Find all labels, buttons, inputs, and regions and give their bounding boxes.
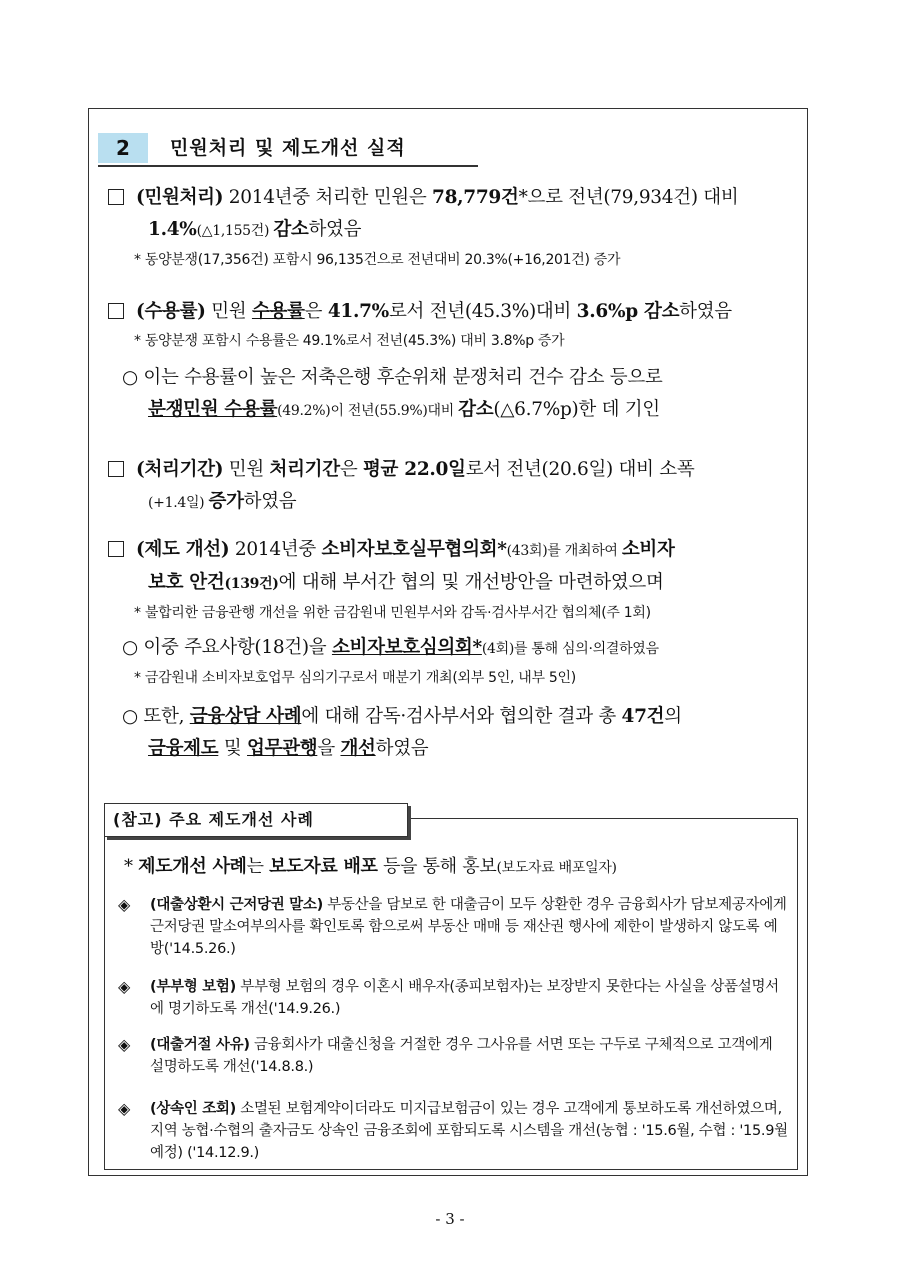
checkbox-square-icon [108,303,124,319]
reference-case: ◈ (대출거절 사유) 금융회사가 대출신청을 거절한 경우 그사유를 서면 또는 구두로 구체적으로 고객에게 설명하도록 개선('14.8.8.) [118,1035,773,1075]
section-title: 민원처리 및 제도개선 실적 [170,137,406,159]
paragraph-system-improvement: (제도 개선) 2014년중 소비자보호실무협의회*(43회)를 개최하여 소비자 보호 안건(139건)에 대해 부서간 협의 및 개선방안을 마련하였으며 * 불합리한 금융관행 개선을 위한 금감원내 민원부서와 감독·검사부서간 협의체(주 1회) ○ 이중 주요사항(18건)을 소비자보호심의회*(4회)를 통해 심의·의결하였음 * 금감원내 소비자보호업무 심의기구로서 매분기 개최(외부 5인, 내부 5인) ○ 또한, 금융상담 사례에 대해 감독·검사부서와 협의한 결과 총 47건의 금융제도 및 업무관행을 개선하였음 [108,534,798,765]
footnote: * 금감원내 소비자보호업무 심의기구로서 매분기 개최(외부 5인, 내부 5인) [134,670,576,686]
reference-tab-title: (참고) 주요 제도개선 사례 [104,803,408,837]
diamond-bullet-icon: ◈ [118,895,131,914]
section-underline [98,165,478,167]
paragraph-processing-time: (처리기간) 민원 처리기간은 평균 22.0일로서 전년(20.6일) 대비 소폭 (+1.4일) 증가하였음 [108,454,798,519]
checkbox-square-icon [108,461,124,477]
diamond-bullet-icon: ◈ [118,1099,131,1118]
reference-case: ◈ (상속인 조회) 소멸된 보험계약이더라도 미지급보험금이 있는 경우 고객에게 통보하도록 개선하였으며, 지역 농협·수협의 출자금도 상속인 금융조회에 포함되도록 시스템을 개선(농협 : '15.6월, 수협 : '15.9월 예정) ('14.12.9.) [118,1099,788,1161]
page-number: - 3 - [435,1210,465,1228]
footnote: * 불합리한 금융관행 개선을 위한 금감원내 민원부서와 감독·검사부서간 협의체(주 1회) [134,605,651,621]
checkbox-square-icon [108,189,124,205]
diamond-bullet-icon: ◈ [118,977,131,996]
paragraph-complaints: (민원처리) 2014년중 처리한 민원은 78,779건*으로 전년(79,934건) 대비 1.4%(△1,155건) 감소하였음 * 동양분쟁(17,356건) 포함시 96,135건으로 전년대비 20.3%(+16,201건) 증가 [108,182,798,271]
diamond-bullet-icon: ◈ [118,1035,131,1054]
reference-case: ◈ (대출상환시 근저당권 말소) 부동산을 담보로 한 대출금이 모두 상환한 경우 금융회사가 담보제공자에게 근저당권 말소여부의사를 확인토록 함으로써 부동산 매매 등 재산권 행사에 제한이 발생하지 않도록 예방('14.5.26.) [118,895,787,957]
section-number: 2 [98,133,148,163]
reference-intro: * 제도개선 사례는 보도자료 배포 등을 통해 홍보(보도자료 배포일자) [124,856,617,877]
footnote: * 동양분쟁 포함시 수용률은 49.1%로서 전년(45.3%) 대비 3.8%p 증가 [134,333,565,349]
footnote: * 동양분쟁(17,356건) 포함시 96,135건으로 전년대비 20.3%(+16,201건) 증가 [134,252,621,268]
paragraph-acceptance-rate: (수용률) 민원 수용률은 41.7%로서 전년(45.3%)대비 3.6%p 감소하였음 * 동양분쟁 포함시 수용률은 49.1%로서 전년(45.3%) 대비 3.8%p 증가 ○ 이는 수용률이 높은 저축은행 후순위채 분쟁처리 건수 감소 등으로 분쟁민원 수용률(49.2%)이 전년(55.9%)대비 감소(△6.7%p)한 데 기인 [108,296,798,427]
reference-case: ◈ (부부형 보험) 부부형 보험의 경우 이혼시 배우자(종피보험자)는 보장받지 못한다는 사실을 상품설명서에 명기하도록 개선('14.9.26.) [118,977,779,1017]
reference-header-line [408,818,798,819]
section-header [98,133,478,167]
checkbox-square-icon [108,541,124,557]
